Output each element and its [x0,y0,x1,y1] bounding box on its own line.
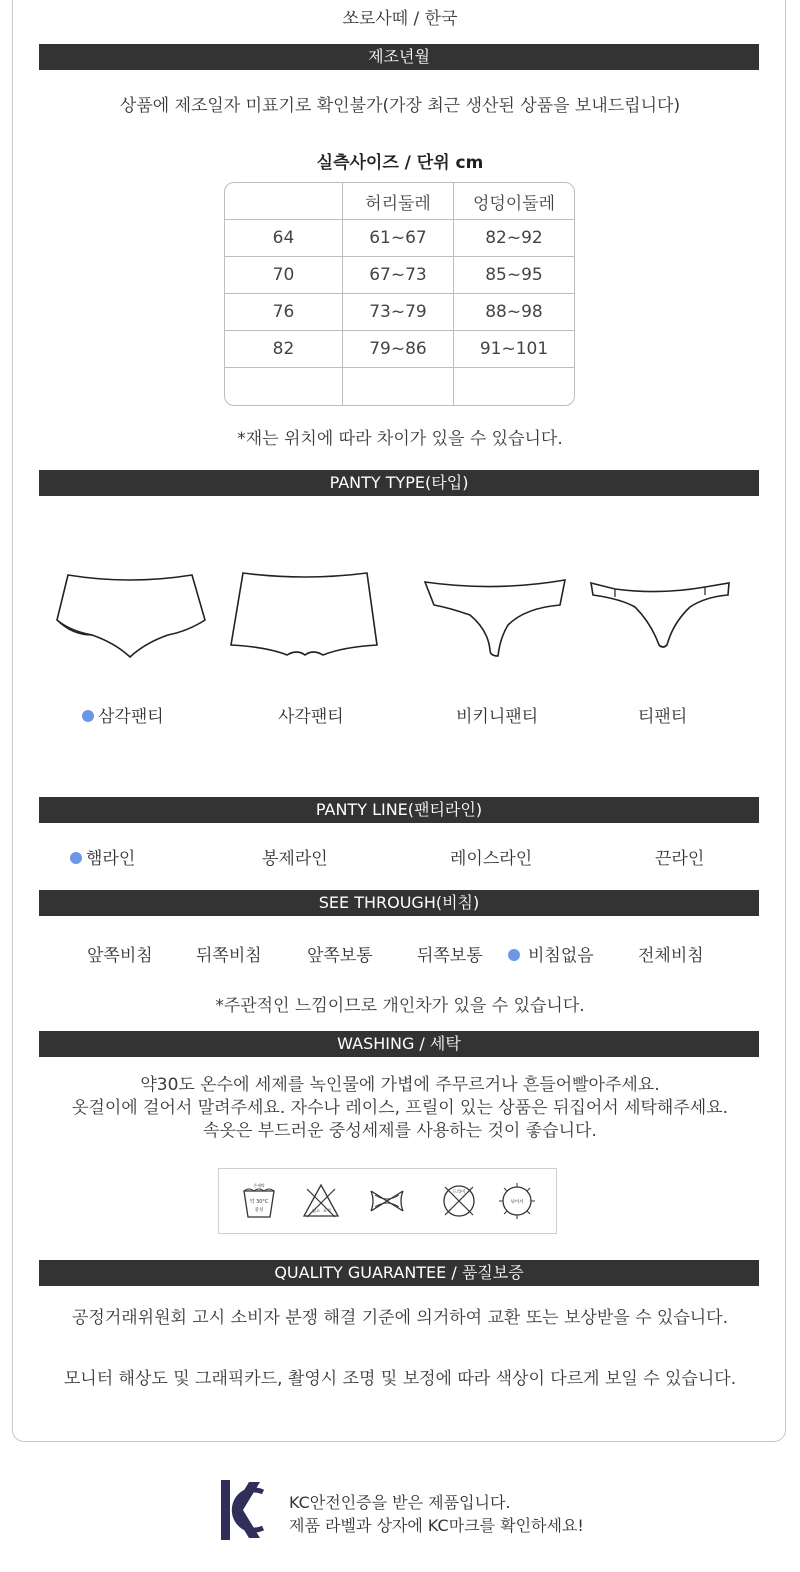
monitor-note: 모니터 해상도 및 그래픽카드, 촬영시 조명 및 보정에 따라 색상이 다르게 보일 수 있습니다. [63,1369,737,1389]
mfg-date-header: 제조년월 [39,44,759,70]
mfg-date-text: 상품에 제조일자 미표기로 확인불가(가장 최근 생산된 상품을 보내드립니다) [119,96,681,116]
table-cell: 82~92 [454,220,574,257]
table-cell: 88~98 [454,294,574,331]
hand-wash-30-icon [239,1181,279,1221]
table-cell: 70 [225,257,343,294]
quality-text: 공정거래위원회 고시 소비자 분쟁 해결 기준에 의거하여 교환 또는 보상받을 수 있습니다. [71,1308,729,1328]
panty-type-brief: 삼각팬티 [82,702,164,727]
see-through-back-normal: 뒤쪽보통 [417,946,483,966]
table-row [225,257,574,294]
table-cell [454,368,574,405]
table-row [225,331,574,368]
size-table [224,182,575,406]
table-cell: 79~86 [343,331,454,368]
panty-line-lace: 레이스라인 [450,849,533,869]
panty-type-boxer: 사각팬티 [278,707,344,727]
thong-panty-icon [585,575,735,660]
origin-text: 쏘로사떼 / 한국 [342,9,458,29]
washing-line: 속옷은 부드러운 중성세제를 사용하는 것이 좋습니다. [203,1121,597,1141]
table-cell: 82 [225,331,343,368]
washing-line: 약30도 온수에 세제를 녹인물에 가볍에 주무르거나 흔들어빨아주세요. [140,1075,660,1095]
panty-type-bikini: 비키니팬티 [456,707,539,727]
brief-panty-icon [50,565,220,665]
svg-text:손세탁: 손세탁 [253,1183,265,1188]
no-dryer-icon [439,1181,479,1221]
table-header-cell: 허리둘레 [343,183,454,220]
see-through-back: 뒤쪽비침 [196,946,262,966]
svg-text:표백: 표백 [323,1208,331,1213]
lay-flat-dry-icon [497,1181,537,1221]
table-cell: 64 [225,220,343,257]
bikini-panty-icon [420,570,575,665]
panty-line-header: PANTY LINE(팬티라인) [39,797,759,823]
no-bleach-icon [301,1181,341,1221]
table-cell: 85~95 [454,257,574,294]
see-through-front-normal: 앞쪽보통 [307,946,373,966]
kc-logo [219,1478,265,1542]
table-header-cell [225,183,343,220]
boxer-panty-icon [225,565,395,665]
table-cell [343,368,454,405]
table-cell: 91~101 [454,331,574,368]
kc-line-1: KC안전인증을 받은 제품입니다. [289,1493,511,1512]
svg-text:염소: 염소 [312,1208,320,1213]
svg-text:약 30°C: 약 30°C [249,1199,269,1205]
table-cell: 61~67 [343,220,454,257]
see-through-header: SEE THROUGH(비침) [39,890,759,916]
see-through-none: 비침없음 [508,941,594,966]
selected-dot-icon [82,710,94,722]
panty-type-header: PANTY TYPE(타입) [39,470,759,496]
table-header-cell: 엉덩이둘레 [454,183,574,220]
selected-dot-icon [70,852,82,864]
quality-header: QUALITY GUARANTEE / 품질보증 [39,1260,759,1286]
selected-dot-icon [508,949,520,961]
kc-line-2: 제품 라벨과 상자에 KC마크를 확인하세요! [289,1516,584,1535]
table-row [225,294,574,331]
see-through-front: 앞쪽비침 [87,946,153,966]
see-through-note: *주관적인 느낌이므로 개인차가 있을 수 있습니다. [215,996,585,1016]
no-wring-icon [367,1181,407,1221]
table-cell: 76 [225,294,343,331]
panty-line-seam: 봉제라인 [262,849,328,869]
svg-text:뉘어서: 뉘어서 [510,1200,524,1205]
svg-text:중성: 중성 [254,1208,264,1213]
table-header-row [225,183,574,220]
see-through-full: 전체비침 [638,946,704,966]
table-cell: 73~79 [343,294,454,331]
panty-type-thong: 티팬티 [638,707,688,727]
table-cell [225,368,343,405]
washing-header: WASHING / 세탁 [39,1031,759,1057]
table-row [225,368,574,405]
svg-text:드라이: 드라이 [452,1190,466,1195]
table-row [225,220,574,257]
washing-line: 옷걸이에 걸어서 말려주세요. 자수나 레이스, 프릴이 있는 상품은 뒤집어서 세탁해주세요. [71,1098,729,1118]
panty-line-string: 끈라인 [655,849,705,869]
wash-icons-box [218,1168,557,1234]
size-note: *재는 위치에 따라 차이가 있을 수 있습니다. [237,429,563,449]
panty-line-ham: 햄라인 [70,844,135,869]
size-table-title: 실측사이즈 / 단위 cm [316,153,484,173]
table-cell: 67~73 [343,257,454,294]
